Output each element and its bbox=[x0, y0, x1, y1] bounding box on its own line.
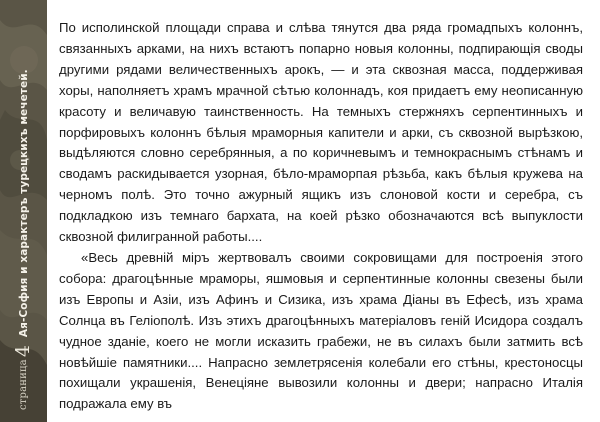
page-number: 4 bbox=[12, 345, 34, 358]
sidebar-caption bbox=[0, 0, 47, 422]
article-body bbox=[59, 18, 583, 415]
sidebar-banner bbox=[0, 0, 47, 422]
paragraph: По исполинской площади справа и слѣва тянутся два ряда громадпыхъ колоннъ, связанныхъ арками, на нихъ встаютъ попарно новыя колонны, подпирающія своды другими рядами величественныхъ арокъ, — и эта сквозная масса, поддерживая хоры, наполняетъ храмъ мрачной сѣтью колоннадъ, коя придаетъ ему неописанную красоту и величавую таинственность. На темныхъ стержняхъ серпентинныхъ и порфировыхъ колоннъ бѣлыя мраморныя капители и арки, съ сквозной вырѣзкою, выдѣляются словно серебрянныя, а по коричневымъ и темнокраснымъ стѣнамъ и сводамъ раскидывается узорная, бѣло-мраморпая рѣзьба, какъ бѣлыя кружева на черномъ полѣ. Это точно ажурный ящикъ изъ слоновой кости и серебра, съ подкладкою изъ темнаго бархата, на коей рѣзко обозначаются всѣ выпуклости сквозной филигранной работы.... bbox=[59, 20, 583, 245]
page-label: страница bbox=[18, 359, 29, 410]
section-title: Ая-София и характеръ турецкихъ мечетей. bbox=[17, 69, 30, 338]
paragraph: «Весь древній міръ жертвовалъ своими сокровищами для построенія этого собора: драгоцѣнные мраморы, яшмовыя и серпентинные колонны свезены были изъ Европы и Азіи, изъ Афинъ и Сизика, изъ храма Діаны въ Ефесѣ, изъ храма Солнца въ Геліополѣ. Изъ этихъ драгоцѣнныхъ матеріаловъ геній Исидора создалъ чудное зданіе, коего не могли исказить грабежи, не въ силахъ были затмить всѣ новѣйшіе памятники.... Напрасно землетрясенія колебали его стѣны, крестоносцы похищали украшенія, Венеціяне вывозили колонны и двери; напрасно Италія подражала ему въ bbox=[59, 249, 583, 412]
